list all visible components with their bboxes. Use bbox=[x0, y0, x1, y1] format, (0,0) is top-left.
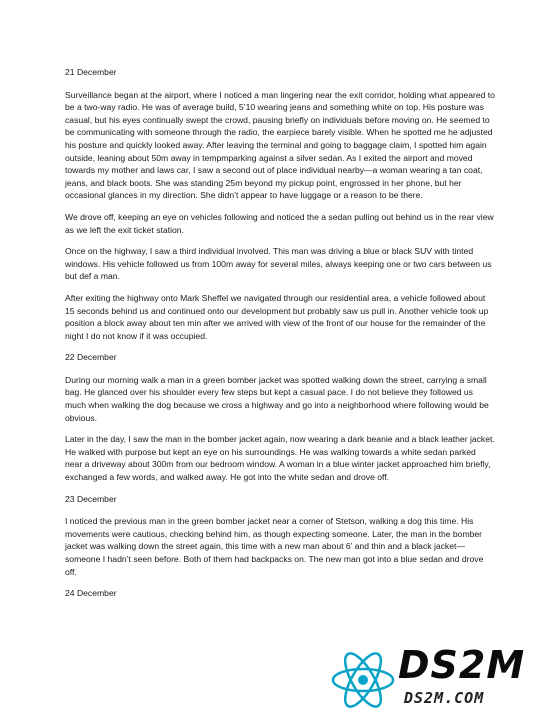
entry-21-december bbox=[65, 66, 495, 342]
entry-paragraph: Later in the day, I saw the man in the bomber jacket again, now wearing a dark beanie and a black leather jacket. He walked with purpose but kept an eye on his surroundings. He was walking towards a white sedan parked near a driveway about 300m from our bedroom window. A woman in a blue winter jacket approached him briefly, exchanged a few words, and walked away. He got into the white sedan and drove off. bbox=[65, 434, 495, 483]
entry-22-december bbox=[65, 351, 495, 483]
document-page bbox=[65, 66, 495, 610]
entry-paragraph: Surveillance began at the airport, where I noticed a man lingering near the exit corridor, holding what appeared to be a two-way radio. He was of average build, 5’10 wearing jeans and something white on top. His posture was casual, but his eyes continually swept the crowd, pausing briefly on individuals before moving on. He seemed to be communicating with someone through the radio, the earpiece barely visible. When he spotted me he adjusted his posture and quickly looked away. After leaving the terminal and going to baggage claim, I spotted him again outside, leaning about 50m away in tempmparking against a silver sedan. As I exited the airport and moved towards my mother and laws car, I saw a second out of place individual nearby—a woman wearing a tan coat, jeans, and black boots. She was standing 25m beyond my pickup point, engrossed in her phone, but her occasional glances in my direction. She didn’t appear to have luggage or a reason to be there. bbox=[65, 89, 495, 201]
atom-icon bbox=[330, 647, 396, 718]
entry-date: 21 December bbox=[65, 67, 117, 77]
watermark-title: DS2M bbox=[398, 643, 526, 687]
entry-date: 23 December bbox=[65, 493, 117, 504]
entry-paragraph: During our morning walk a man in a green bomber jacket was spotted walking down the street, carrying a small bag. He glanced over his shoulder every few steps but kept a casual pace. I do not believe they followed us much when walking the dog because we cross a highway and go into a neighborhood where following would be obvious. bbox=[65, 374, 489, 423]
entry-paragraph: Once on the highway, I saw a third individual involved. This man was driving a blue or black SUV with tinted windows. His vehicle followed us from 100m away for several miles, always keeping one or two cars between us but def a man. bbox=[65, 246, 492, 282]
entry-paragraph: After exiting the highway onto Mark Sheffel we navigated through our residential area, a vehicle followed about 15 seconds behind us and continued onto our development but probably saw us pull in. Another vehicle took up position a block away about ten min after we arrived with view of the front of our house for the remainder of the night I do not know if it was occupied. bbox=[65, 292, 489, 341]
watermark-url: DS2M.COM bbox=[404, 689, 485, 707]
entry-date: 22 December bbox=[65, 352, 117, 363]
entry-24-december bbox=[65, 587, 495, 600]
entry-date: 24 December bbox=[65, 588, 117, 599]
watermark-logo bbox=[330, 645, 550, 715]
entry-paragraph: We drove off, keeping an eye on vehicles following and noticed the a sedan pulling out behind us in the rear view as we left the exit ticket station. bbox=[65, 211, 494, 235]
entry-paragraph: I noticed the previous man in the green bomber jacket near a corner of Stetson, walking a dog this time. His movements were cautious, checking behind him, as though expecting someone. Later, the man in the bomber jacket was walking down the street again, this time with a new man about 6’ and thin and a black jacket—someone I hadn’t seen before. Both of them had backpacks on. The new man got into a blue sedan and drove off. bbox=[65, 516, 484, 577]
entry-23-december bbox=[65, 493, 495, 579]
